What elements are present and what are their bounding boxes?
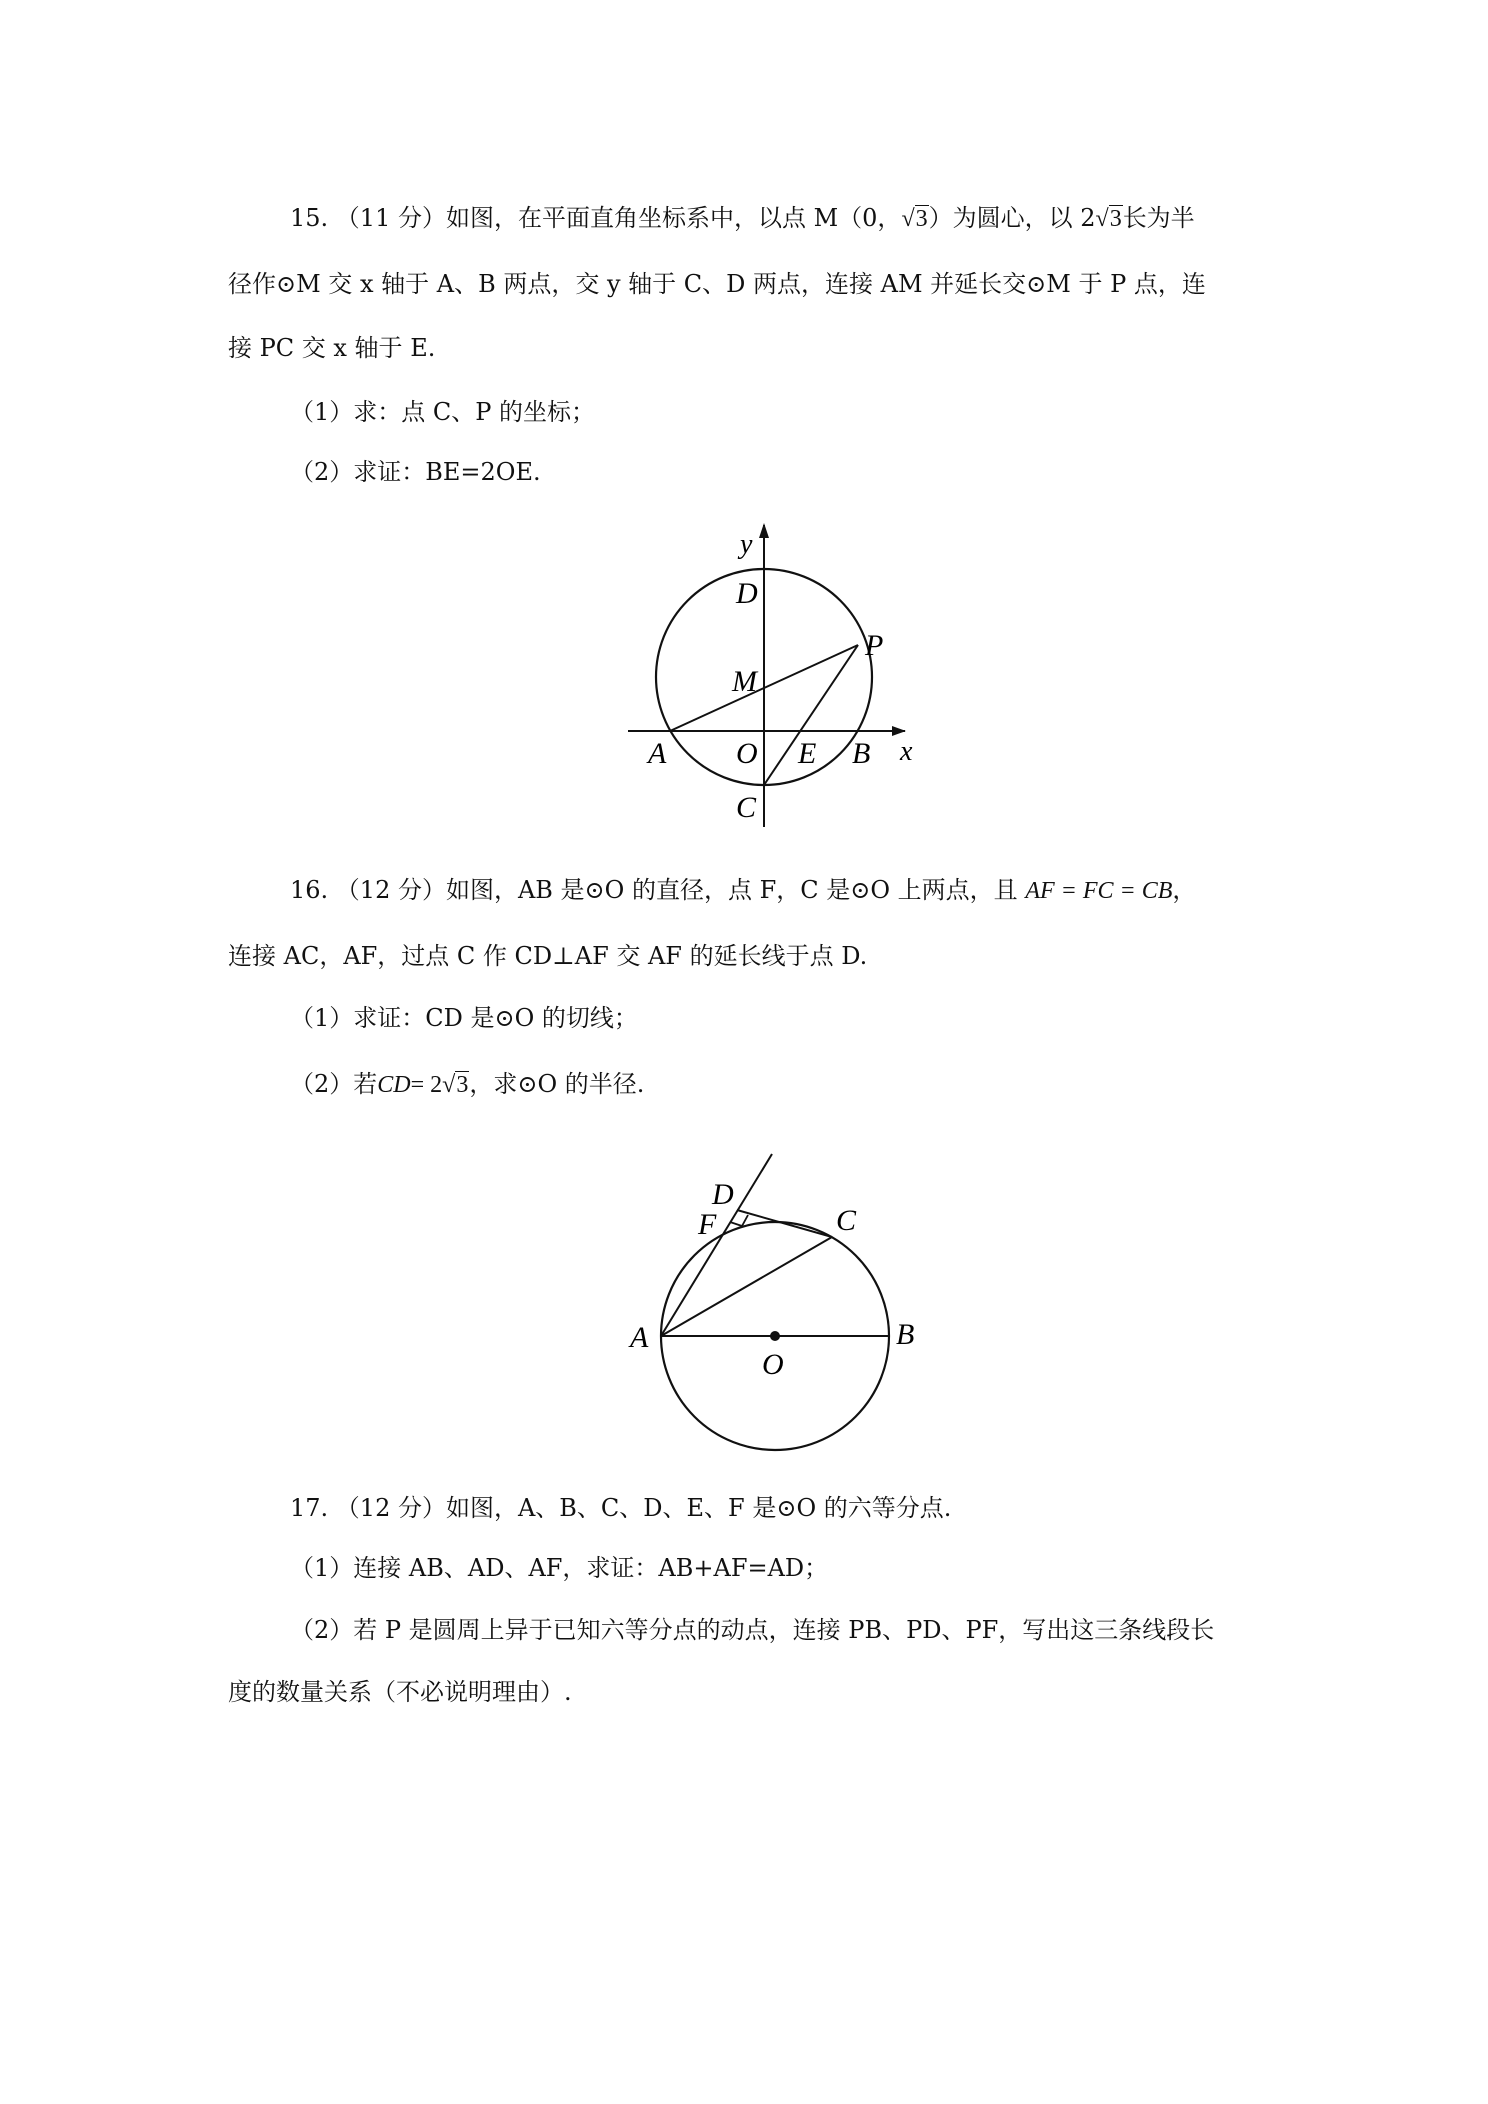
q15-sqrt3-radicand: 3 <box>915 206 928 232</box>
q15-y-arrow <box>759 523 769 538</box>
q16-sqrt3-radicand: 3 <box>456 1072 469 1098</box>
q15-sub-1: （1）求：点 C、P 的坐标； <box>290 398 596 426</box>
q16-sub-2-post: ，求⊙O 的半径. <box>469 1070 645 1098</box>
q15-x-arrow <box>892 726 906 736</box>
q15-sqrt3: √3 <box>901 206 928 232</box>
q15-label-e: E <box>798 737 817 770</box>
q16-line-ac <box>661 1237 832 1336</box>
q15-line-1 <box>290 202 1270 235</box>
q15-label-p: P <box>865 629 884 662</box>
q15-line-1-text: 15. （11 分）如图，在平面直角坐标系中，以点 M（0， <box>290 204 902 232</box>
q15-sub-2: （2）求证：BE=2OE. <box>290 458 541 486</box>
q16-line-1 <box>290 874 1270 907</box>
q17-sub-1: （1）连接 AB、AD、AF，求证：AB+AF=AD； <box>290 1554 829 1582</box>
q15-label-x: x <box>900 736 913 767</box>
q15-label-c: C <box>736 791 757 824</box>
q15-line-1-mid: ）为圆心，以 2 <box>928 204 1096 232</box>
q16-cd-equals: = 2 <box>410 1072 443 1098</box>
q15-line-2: 径作⊙M 交 x 轴于 A、B 两点，交 y 轴于 C、D 两点，连接 AM 并延长交⊙M 于 P 点，连 <box>228 270 1206 298</box>
q15-label-o: O <box>736 737 758 770</box>
q15-figure <box>600 515 940 835</box>
q16-sqrt3: √3 <box>442 1072 469 1098</box>
q16-label-a: A <box>630 1321 649 1354</box>
q15-label-d: D <box>736 577 758 610</box>
q15-sqrt3-b-radicand: 3 <box>1109 206 1122 232</box>
q17-line-1: 17. （12 分）如图，A、B、C、D、E、F 是⊙O 的六等分点. <box>290 1494 952 1522</box>
q16-label-b: B <box>896 1318 915 1351</box>
q17-sub-2-line-1: （2）若 P 是圆周上异于已知六等分点的动点，连接 PB、PD、PF，写出这三条线段长 <box>290 1616 1215 1644</box>
q16-line-2: 连接 AC，AF，过点 C 作 CD⊥AF 交 AF 的延长线于点 D. <box>228 942 868 970</box>
q16-label-d: D <box>712 1178 734 1211</box>
q15-label-b: B <box>852 737 871 770</box>
q16-line-1-end: ， <box>1172 876 1197 904</box>
q15-sqrt3-b: √3 <box>1095 206 1122 232</box>
q15-line-3: 接 PC 交 x 轴于 E. <box>228 334 436 362</box>
q16-sub-2-pre: （2）若 <box>290 1070 378 1098</box>
q15-label-y: y <box>740 529 753 560</box>
q15-label-m: M <box>732 665 757 698</box>
q16-figure <box>620 1140 940 1460</box>
q16-label-c: C <box>836 1204 857 1237</box>
q16-label-o: O <box>762 1348 784 1381</box>
q16-cd-symbol: CD <box>377 1072 411 1098</box>
q16-arc-equality: AF = FC = CB <box>1025 878 1173 904</box>
q15-label-a: A <box>648 737 667 770</box>
q16-center-dot <box>770 1331 780 1341</box>
q16-sub-2 <box>290 1068 1270 1101</box>
q16-sub-1: （1）求证：CD 是⊙O 的切线； <box>290 1004 638 1032</box>
q16-label-f: F <box>698 1208 717 1241</box>
q17-sub-2-line-2: 度的数量关系（不必说明理由）. <box>228 1678 572 1706</box>
q15-line-1-end: 长为半 <box>1122 204 1195 232</box>
q16-line-1-text: 16. （12 分）如图，AB 是⊙O 的直径，点 F，C 是⊙O 上两点，且 <box>290 876 1018 904</box>
